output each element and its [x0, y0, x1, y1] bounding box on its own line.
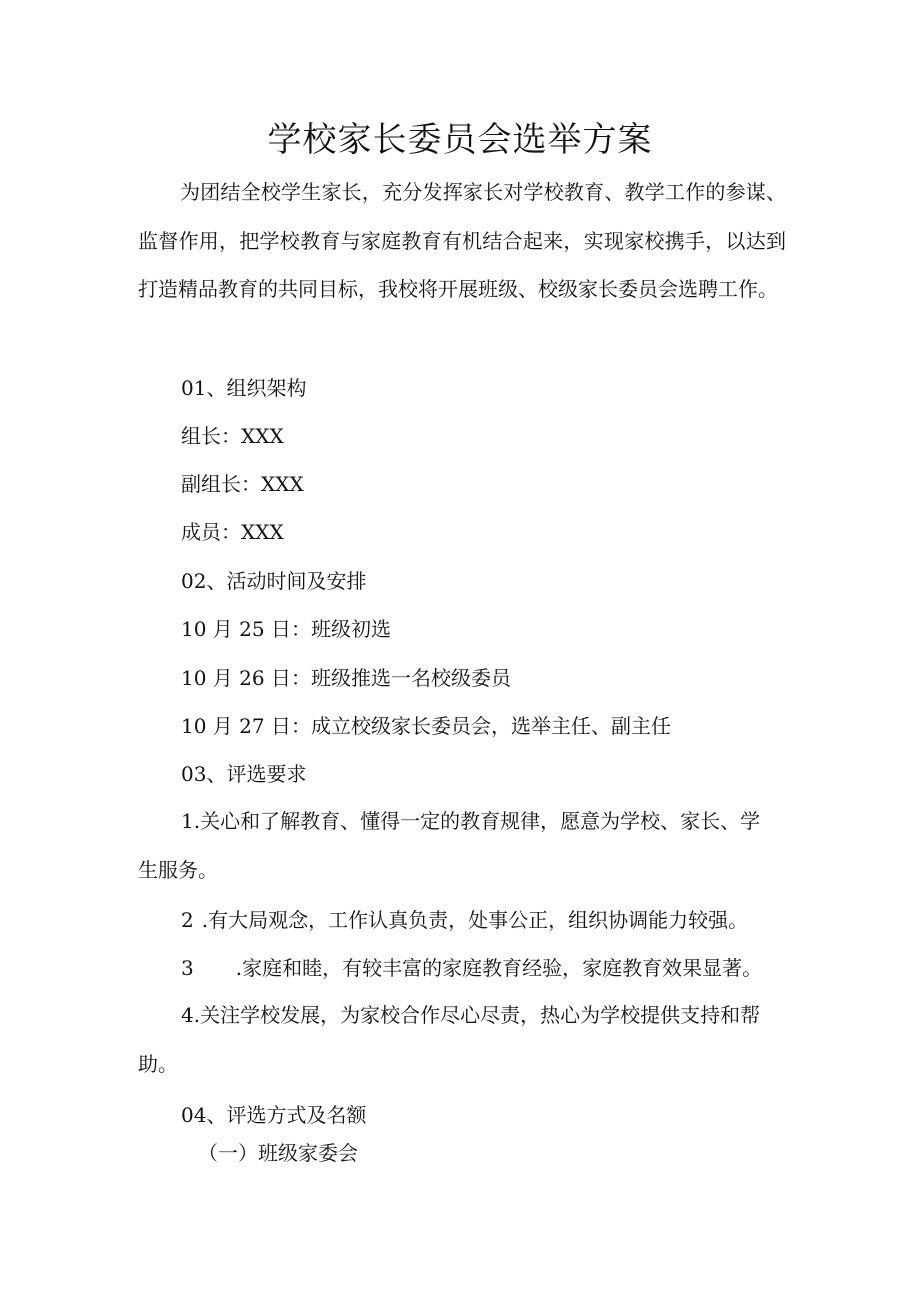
section-heading-requirements: 03、评选要求 [181, 762, 307, 786]
requirement-3-text: .家庭和睦，有较丰富的家庭教育经验，家庭教育效果显著。 [235, 956, 763, 980]
section-heading-selection: 04、评选方式及名额 [181, 1103, 367, 1127]
requirement-item-3 [181, 953, 762, 983]
subsection-class-committee: （一）班级家委会 [198, 1141, 358, 1165]
intro-paragraph: 为团结全校学生家长，充分发挥家长对学校教育、教学工作的参谋、监督作用，把学校教育与家庭教育有机结合起来，实现家校携手，以达到打造精品教育的共同目标，我校将开展班级、校级家长委员会选聘工作。 [138, 180, 786, 301]
section-heading-organization: 01、组织架构 [181, 376, 307, 400]
requirement-2-text: .有大局观念，工作认真负责，处事公正，组织协调能力较强。 [201, 908, 749, 932]
deputy-leader-line: 副组长：XXX [181, 472, 304, 496]
schedule-item-oct26: 10 月 26 日：班级推选一名校级委员 [181, 666, 511, 690]
document-title: 学校家长委员会选举方案 [267, 120, 653, 160]
requirement-3-number: 3 [181, 956, 194, 980]
schedule-item-oct25: 10 月 25 日：班级初选 [181, 617, 391, 641]
requirement-item-4: 4.关注学校发展，为家校合作尽心尽责，热心为学校提供支持和帮助。 [138, 1003, 761, 1076]
leader-line: 组长：XXX [181, 424, 284, 448]
members-line: 成员：XXX [181, 520, 284, 544]
requirement-item-1: 1.关心和了解教育、懂得一定的教育规律，愿意为学校、家长、学生服务。 [138, 809, 761, 882]
schedule-item-oct27: 10 月 27 日：成立校级家长委员会，选举主任、副主任 [181, 714, 671, 738]
requirement-2-number: 2 [181, 908, 194, 932]
section-heading-schedule: 02、活动时间及安排 [181, 569, 367, 593]
requirement-item-2 [181, 905, 748, 935]
